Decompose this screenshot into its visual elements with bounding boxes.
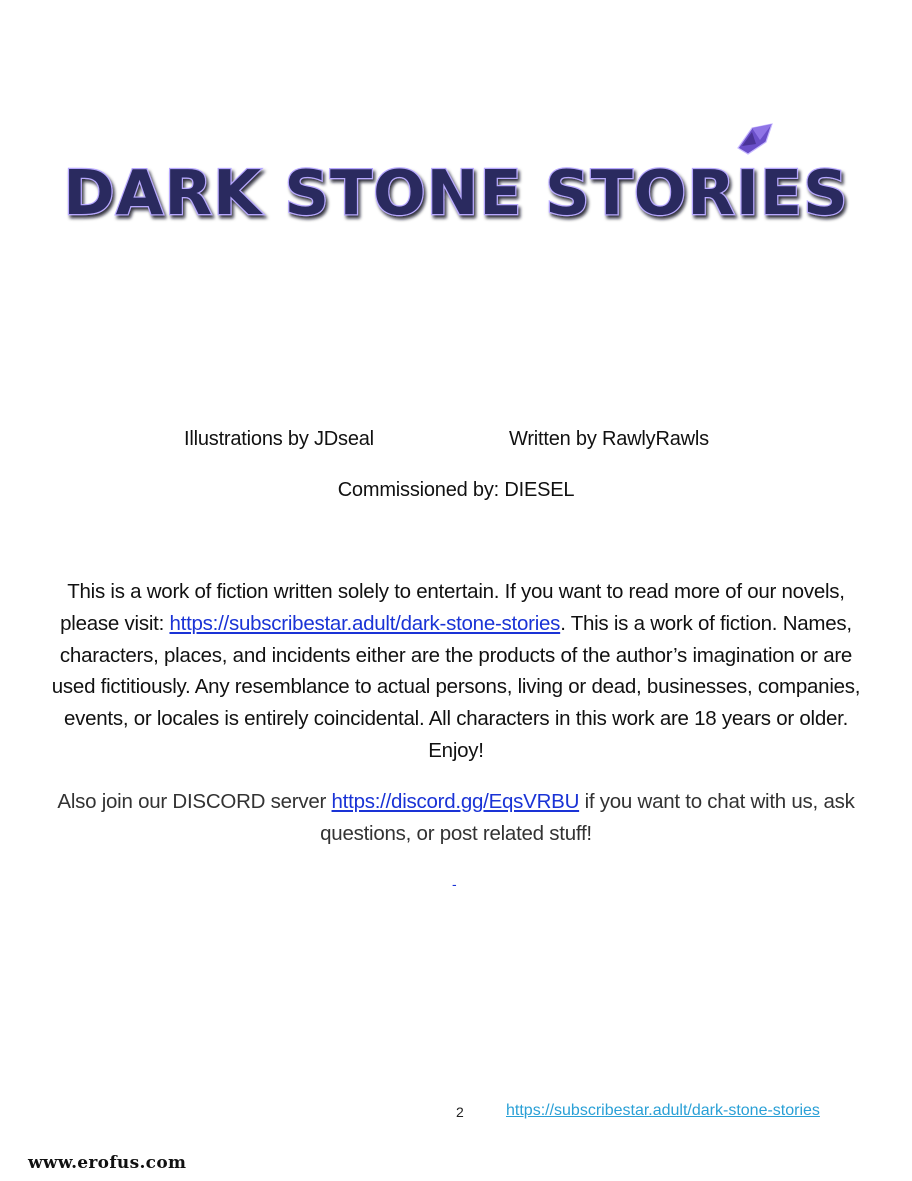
page-number: 2 <box>456 1104 464 1120</box>
watermark: www.erofus.com <box>28 1153 187 1173</box>
logo-title: DARK STONE STORIES <box>63 157 849 229</box>
commissioned-credit: Commissioned by: DIESEL <box>337 479 575 501</box>
illustrations-credit: Illustrations by JDseal <box>184 428 374 450</box>
subscribestar-link[interactable]: https://subscribestar.adult/dark-stone-stories <box>169 611 561 635</box>
disclaimer-text-1: This is a work of fiction written solely to entertain. If you want to read more of our novels, please visit: <box>60 580 845 635</box>
logo-graphic <box>0 120 912 240</box>
written-by-credit: Written by RawlyRawls <box>509 428 709 450</box>
discord-text-2: if you want to chat with us, ask questions, or post related stuff! <box>320 790 855 845</box>
discord-text-1: Also join our DISCORD server <box>57 790 332 813</box>
link-dash[interactable]: - <box>452 876 457 892</box>
crystal-gem-icon <box>738 124 772 154</box>
discord-link[interactable]: https://discord.gg/EqsVRBU <box>331 790 580 813</box>
logo <box>0 120 912 240</box>
disclaimer-paragraph <box>50 576 862 767</box>
footer-subscribestar-link[interactable]: https://subscribestar.adult/dark-stone-stories <box>506 1102 820 1119</box>
disclaimer-text-2: . This is a work of fiction. Names, characters, places, and incidents either are the products of the author’s imagination or are used fictitiously. Any resemblance to actual persons, living or dead, businesses, companies, events, or locales is entirely coincidental. All characters in this work are 18 years or older. Enjoy! <box>51 611 861 762</box>
discord-paragraph <box>40 786 872 850</box>
